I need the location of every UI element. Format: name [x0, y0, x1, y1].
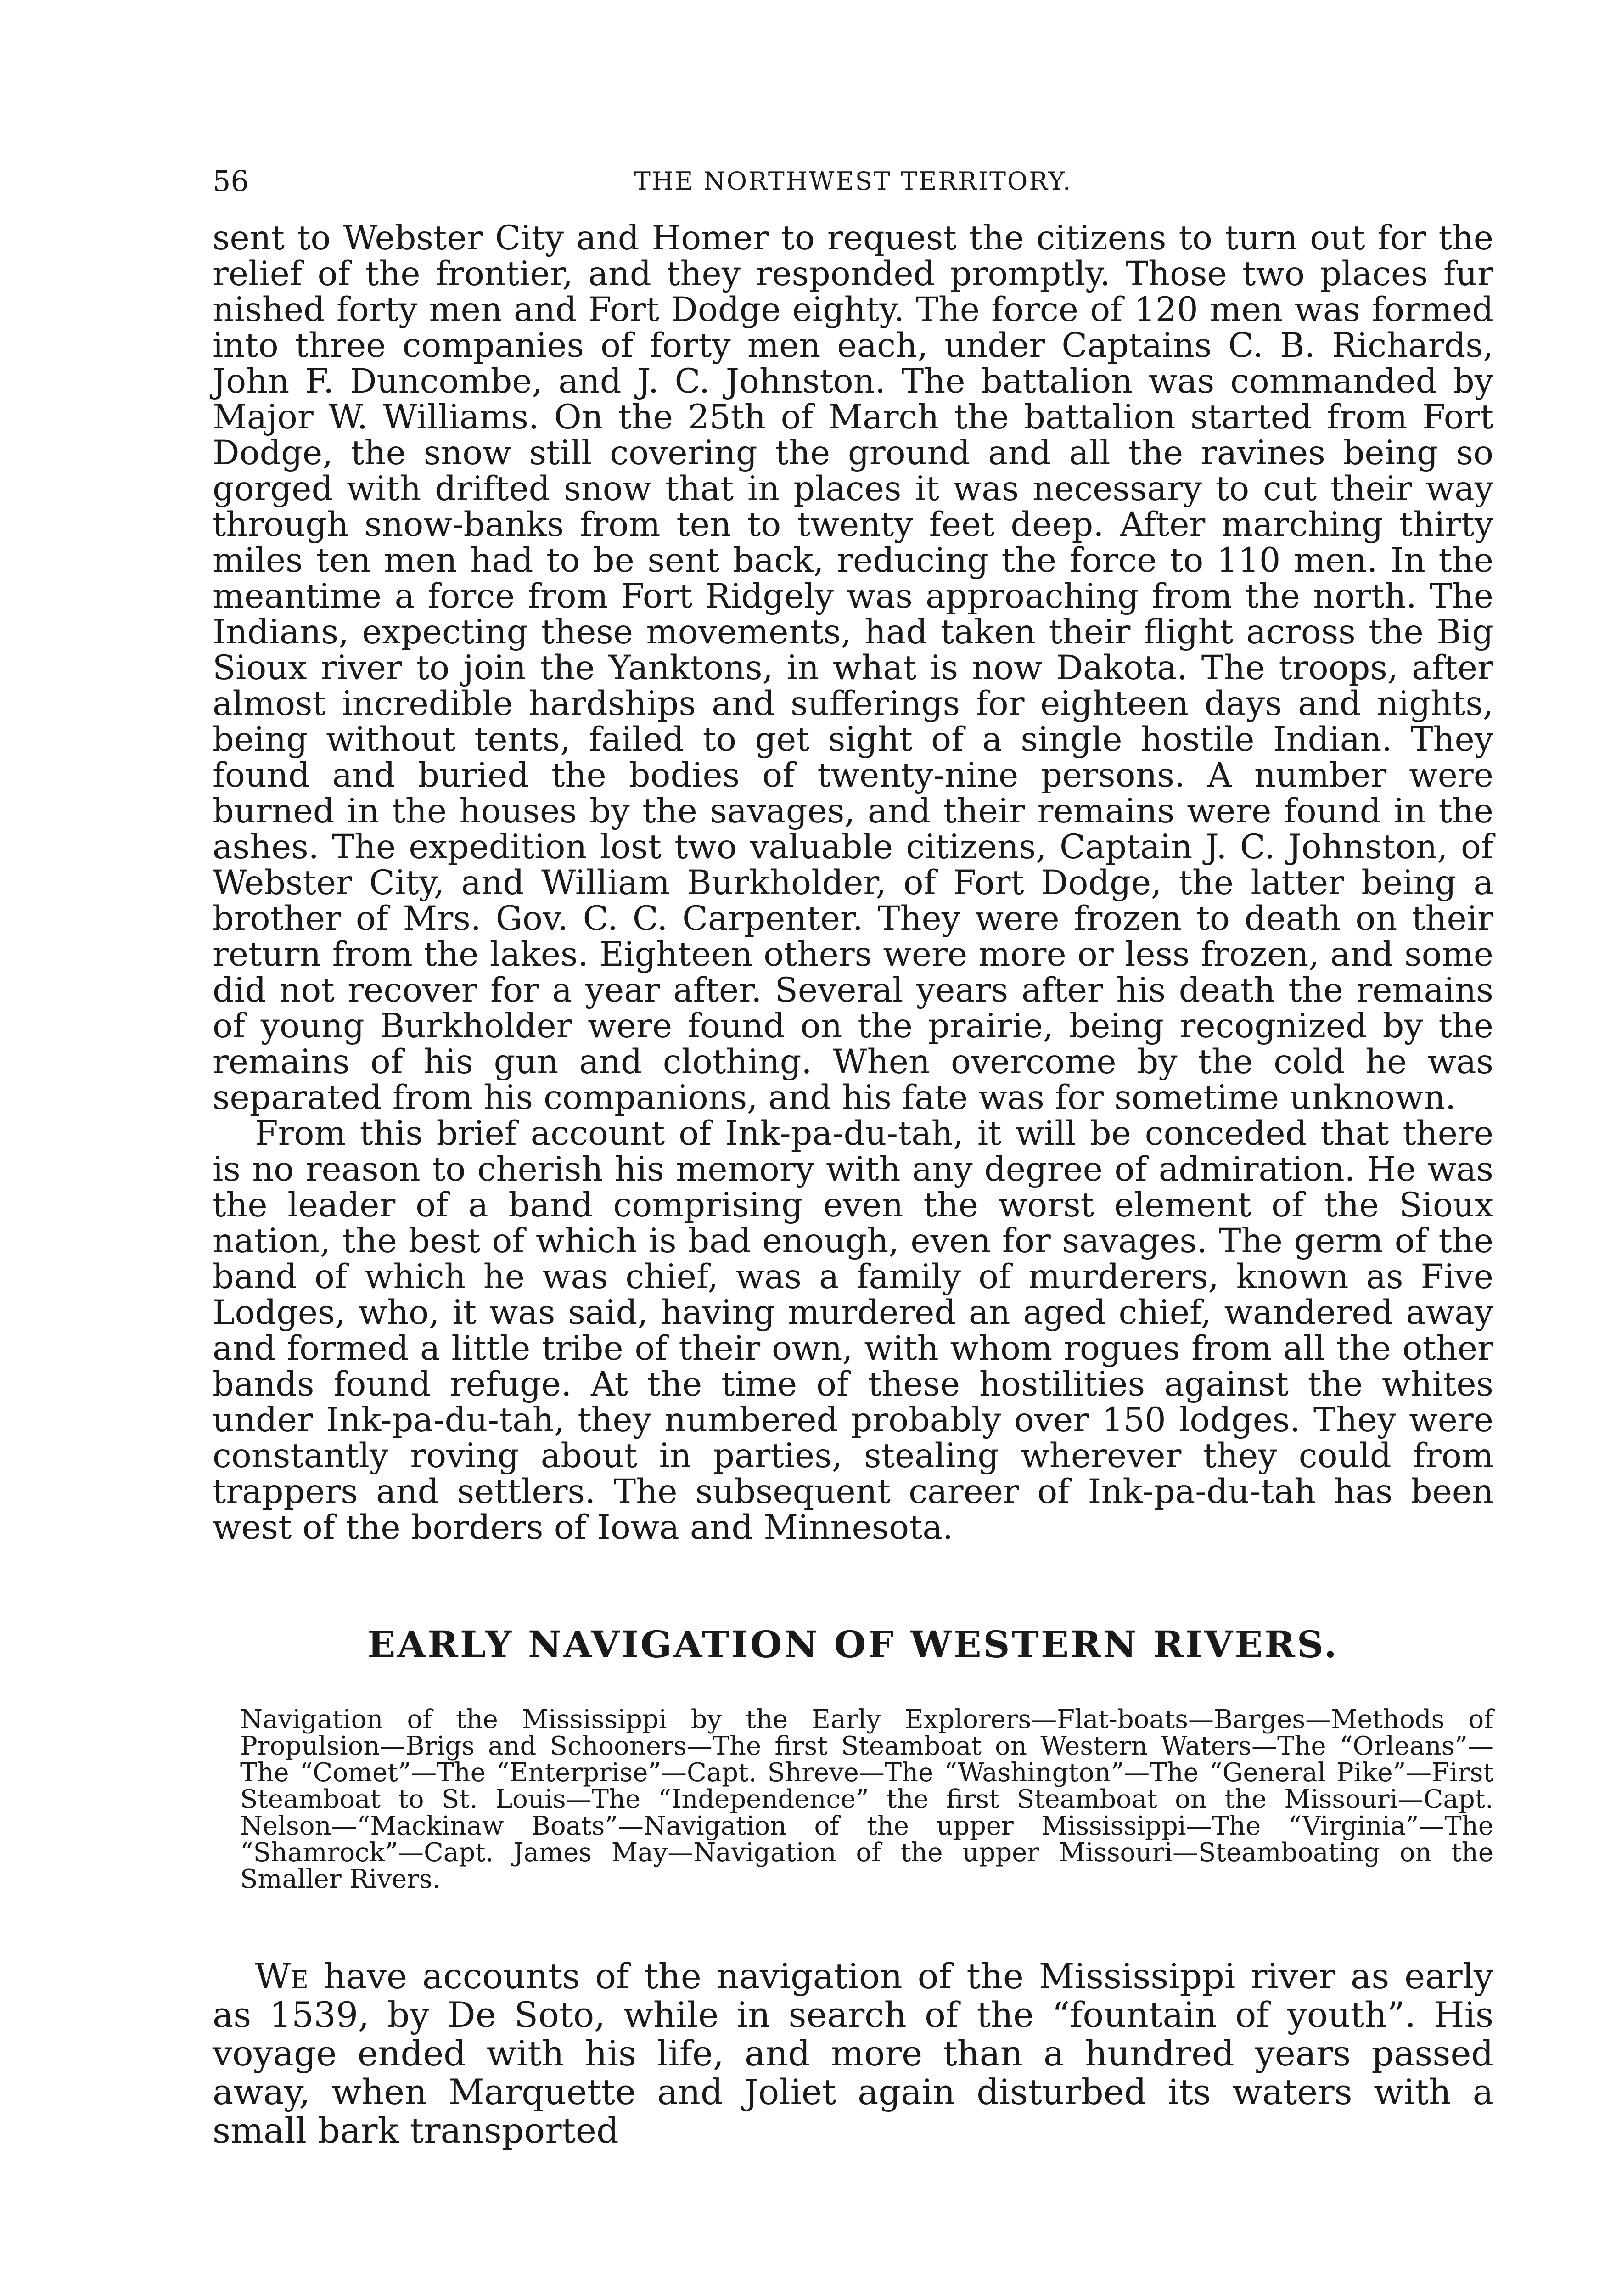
synopsis-text: Navigation of the Mississippi by the Early Explorers—Flat-boats—Barges—Methods of Propulsion—Brigs and Schooners—The first Steamboat on Western Waters—The “Orleans”—The “Comet”—The “Enterprise”—Capt. Shreve—The “Washington”—The “General Pike”—First Steamboat to St. Louis—The “Independence” the first Steamboat on the Missouri—Capt. Nelson—“Mackinaw Boats”—Navigation of the upper Mississippi—The “Virginia”—The “Shamrock”—Capt. James May—Navigation of the upper Missouri—Steamboating on the Smaller Rivers.	[240, 1705, 1493, 1894]
book-page	[213, 161, 1493, 2150]
page-number: 56	[213, 164, 249, 198]
paragraph-ink-pa-du-tah: From this brief account of Ink-pa-du-tah, it will be conceded that there is no reason to cherish his memory with any degree of admiration. He was the leader of a band comprising even the worst element of the Sioux nation, the best of which is bad enough, even for savages. The germ of the band of which he was chief, was a family of murderers, known as Five Lodges, who, it was said, having murdered an aged chief, wandered away and formed a little tribe of their own, with whom rogues from all the other bands found refuge. At the time of these hostilities against the whites under Ink-pa-du-tah, they numbered probably over 150 lodges. They were constantly roving about in parties, stealing wherever they could from trappers and settlers. The subsequent career of Ink-pa-du-tah has been west of the borders of Iowa and Minnesota.	[213, 1114, 1493, 1547]
running-head	[213, 161, 1493, 202]
body-text	[213, 220, 1493, 2150]
paragraph-navigation	[213, 1957, 1493, 2150]
paragraph-navigation-text: have accounts of the navigation of the Mississippi river as early as 1539, by De Soto, while in search of the “fountain of youth”. His voyage ended with his life, and more than a hundred years passed away, when Marquette and Joliet again disturbed its waters with a small bark transported	[213, 1956, 1493, 2151]
lead-word: We	[255, 1956, 309, 1997]
paragraph-continued: sent to Webster City and Homer to request the citizens to turn out for the relief of the frontier, and they responded promptly. Those two places fur nished forty men and Fort Dodge eighty. The force of 120 men was formed into three companies of forty men each, under Captains C. B. Richards, John F. Duncombe, and J. C. Johnston. The battalion was commanded by Major W. Williams. On the 25th of March the battalion started from Fort Dodge, the snow still covering the ground and all the ravines being so gorged with drifted snow that in places it was necessary to cut their way through snow-banks from ten to twenty feet deep. After marching thirty miles ten men had to be sent back, reducing the force to 110 men. In the meantime a force from Fort Ridgely was approaching from the north. The Indians, expecting these movements, had taken their flight across the Big Sioux river to join the Yanktons, in what is now Dakota. The troops, after almost incredible hardships and sufferings for eighteen days and nights, being without tents, failed to get sight of a single hostile Indian. They found and buried the bodies of twenty-nine persons. A number were burned in the houses by the savages, and their remains were found in the ashes. The expedition lost two valuable citizens, Captain J. C. Johnston, of Webster City, and William Burkholder, of Fort Dodge, the latter being a brother of Mrs. Gov. C. C. Carpenter. They were frozen to death on their return from the lakes. Eighteen others were more or less frozen, and some did not recover for a year after. Several years after his death the remains of young Burkholder were found on the prairie, being recognized by the remains of his gun and clothing. When overcome by the cold he was separated from his companions, and his fate was for sometime unknown.	[213, 219, 1493, 1117]
section-title: EARLY NAVIGATION OF WESTERN RIVERS.	[367, 1623, 1339, 1666]
chapter-synopsis	[213, 1706, 1493, 1893]
running-title: THE NORTHWEST TERRITORY.	[634, 167, 1072, 196]
